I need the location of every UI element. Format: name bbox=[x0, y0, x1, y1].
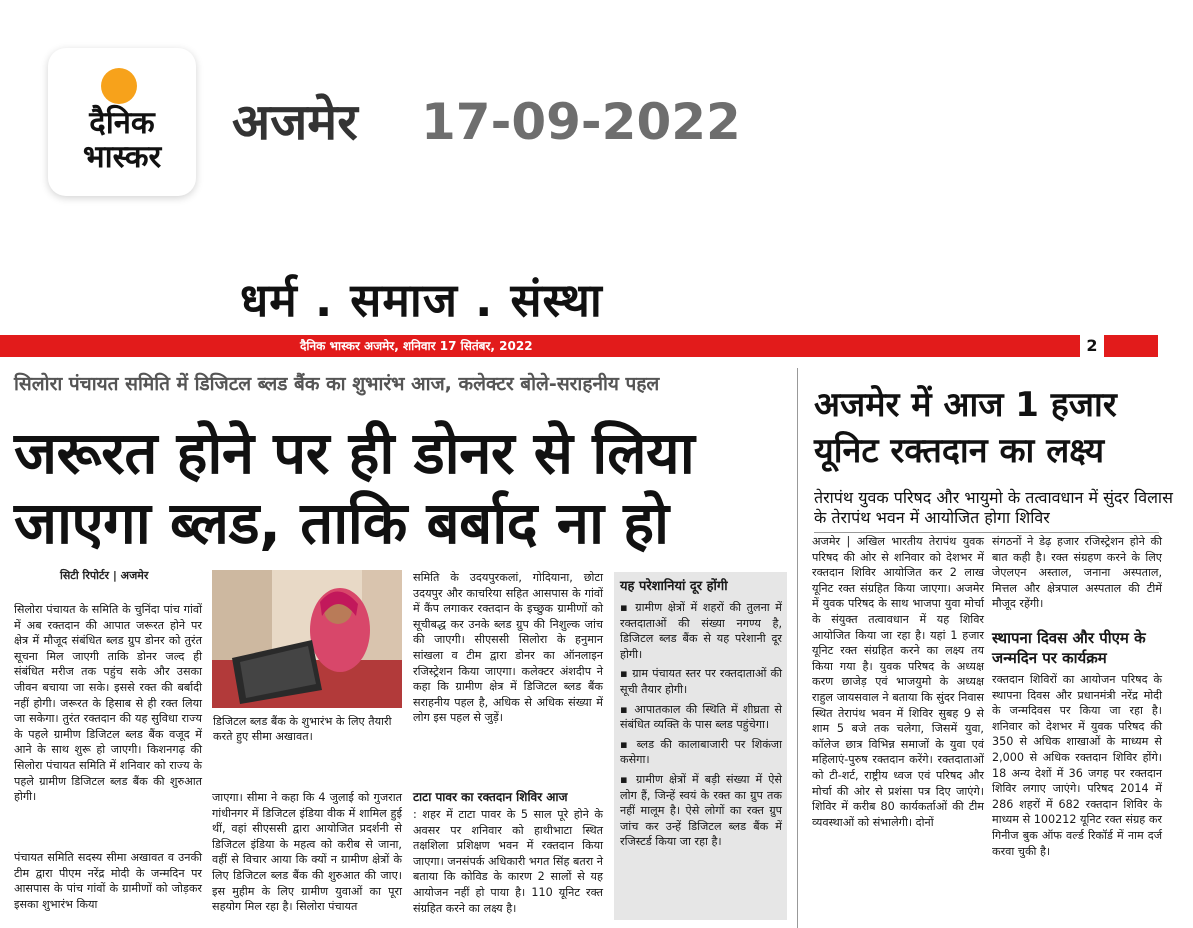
side-story-column-1: अजमेर | अखिल भारतीय तेरापंथ युवक परिषद की ओर से शनिवार को देशभर में रक्तदान शिविर आयोजित कर 2 लाख यूनिट रक्त संग्रहित किया जाएगा। अजमेर में युवक परिषद के साथ भाजपा युवा मोर्चा के संयुक्त तत्वावधान में यह शिविर आयोजित किया जा रहा है। यहां 1 हजार यूनिट रक्त संग्रहित करने का लक्ष्य तय किया गया है। युवक परिषद के अध्यक्ष करण छाजेड़ एवं भाजयुमो के अध्यक्ष राहुल जायसवाल ने बताया कि सुंदर निवास स्थित तेरापंथ भवन में शिविर सुबह 9 से शाम 5 बजे तक चलेगा, जिसमें युवा, कॉलेज छात्र विभिन्न समाजों के युवा एवं महिलाएं-पुरुष रक्तदान करेंगे। रक्तदाताओं को टी-शर्ट, राष्ट्रीय ध्वज एवं परिषद और मोर्चा की ओर से प्रशंसा पत्र दिए जाएंगे। शिविर में करीब 80 कार्यकर्ताओं की टीम व्यवस्थाओं को संभालेगी। दोनों bbox=[812, 535, 984, 829]
page-header-band bbox=[0, 335, 1158, 357]
side-story-column-2: संगठनों ने डेढ़ हजार रजिस्ट्रेशन होने की बात कही है। रक्त संग्रहण करने के लिए जेएलएन अस्ताल, जनाना अस्पताल, मित्तल और क्षेत्रपाल अस्पताल की टीमें मौजूद रहेंगी। bbox=[992, 535, 1162, 611]
page-number: 2 bbox=[1080, 335, 1104, 357]
logo-line-1: दैनिक bbox=[89, 105, 155, 141]
newspaper-logo bbox=[48, 48, 196, 196]
story-column-3-continued: : शहर में टाटा पावर के 5 साल पूरे होने के अवसर पर शनिवार को हाथीभाटा स्थित तक्षशिला प्रशिक्षण भवन में रक्तदान किया जाएगा। जनसंपर्क अधिकारी भगत सिंह बतरा ने बताया कि कोविड के कारण 2 सालों से यह आयोजन नहीं हो पाया है। 110 यूनिट रक्त संग्रहित करने का लक्ष्य है। bbox=[413, 808, 603, 915]
list-item: ▪ ग्राम पंचायत स्तर पर रक्तदाताओं की सूची तैयार होगी। bbox=[620, 667, 782, 696]
list-item: ▪ ग्रामीण क्षेत्रों में बड़ी संख्या में ऐसे लोग हैं, जिन्हें स्वयं के रक्त का ग्रुप तक नहीं मालूम है। ऐसे लोगों का रक्त ग्रुप जांच कर उन्हें डिजिटल ब्लड बैंक में रजिस्टर्ड किया जा रहा है। bbox=[620, 772, 782, 849]
photo-caption: डिजिटल ब्लड बैंक के शुभारंभ के लिए तैयारी करते हुए सीमा अखावत। bbox=[213, 715, 392, 743]
list-item: ▪ आपातकाल की स्थिति में शीघ्रता से संबंधित व्यक्ति के पास ब्लड पहुंचेगा। bbox=[620, 702, 782, 732]
logo-line-2: भास्कर bbox=[82, 139, 162, 175]
byline: सिटी रिपोर्टर | अजमेर bbox=[60, 569, 149, 582]
subheading-tata-power: टाटा पावर का रक्तदान शिविर आज bbox=[413, 790, 568, 804]
story-column-3: समिति के उदयपुरकलां, गोदियाना, छोटा उदयपुर और काचरिया सहित आसपास के गांवों में कैंप लगाकर रक्तदान के इच्छुक ग्रामीणों को सूचीबद्ध कर उनके ब्लड ग्रुप की निशुल्क जांच की जाएगी। सीएससी सिलोरा के हनुमान सांखला व टीम द्वारा डोनर का ऑनलाइन रजिस्ट्रेशन किया जाएगा। कलेक्टर अंशदीप ने कहा कि ग्रामीण क्षेत्र में डिजिटल ब्लड बैंक सराहनीय पहल है, अधिक से अधिक संख्या में लोग इस पहल से जुड़ें। bbox=[413, 571, 603, 725]
sidebar-box-list bbox=[620, 600, 782, 854]
column-divider bbox=[797, 368, 798, 928]
edition-city: अजमेर bbox=[232, 93, 358, 151]
side-story-column-2-continued: रक्तदान शिविरों का आयोजन परिषद के स्थापना दिवस और प्रधानमंत्री नरेंद्र मोदी के जन्मदिवस पर किया जा रहा है। शनिवार को देशभर में युवक परिषद की 350 से अधिक शाखाओं के माध्यम से 2,000 से अधिक रक्तदान शिविर होंगे। 18 अन्य देशों में 36 जगह पर रक्तदान शिविर लगाए जाएंगे। परिषद 2014 में 286 शहरों में 682 रक्तदान शिविर के माध्यम से 100212 यूनिट रक्त संग्रह कर गिनीज बुक ऑफ वर्ल्ड रिकॉर्ड में नाम दर्ज करवा चुकी है। bbox=[992, 673, 1162, 858]
story-kicker: सिलोरा पंचायत समिति में डिजिटल ब्लड बैंक का शुभारंभ आज, कलेक्टर बोले-सराहनीय पहल bbox=[14, 373, 660, 395]
section-title: धर्म . समाज . संस्था bbox=[240, 273, 603, 327]
sun-icon bbox=[101, 68, 137, 104]
news-photo bbox=[212, 570, 402, 708]
side-story-subheading: स्थापना दिवस और पीएम के जन्मदिन पर कार्यक्रम bbox=[992, 629, 1146, 667]
edition-date: 17-09-2022 bbox=[421, 93, 741, 151]
story-column-2: जाएगा। सीमा ने कहा कि 4 जुलाई को गुजरात गांधीनगर में डिजिटल इंडिया वीक में शामिल हुई थीं, वहां सीएससी द्वारा आयोजित प्रदर्शनी से डिजिटल इंडिया के महत्व को करीब से जाना, वहीं से विचार आया कि क्यों न ग्रामीण क्षेत्रों के लिए डिजिटल ब्लड बैंक की शुरुआत की जाए। इस मुहीम के लिए ग्रामीण युवाओं का पूरा सहयोग मिल रहा है। सिलोरा पंचायत bbox=[212, 791, 402, 914]
list-item: ▪ ब्लड की कालाबाजारी पर शिकंजा कसेगा। bbox=[620, 737, 782, 767]
woman-with-laptop-image bbox=[212, 570, 402, 708]
story-headline: जरूरत होने पर ही डोनर से लिया जाएगा ब्लड, ताकि बर्बाद ना हो bbox=[14, 419, 695, 557]
side-story-subhead: तेरापंथ युवक परिषद और भायुमो के तत्वावधान में सुंदर विलास के तेरापंथ भवन में आयोजित होगा शिविर bbox=[814, 488, 1173, 527]
sidebar-box-title: यह परेशानियां दूर होंगी bbox=[620, 579, 728, 594]
story-column-1: सिलोरा पंचायत के समिति के चुनिंदा पांच गांवों में अब रक्तदान की आपात जरूरत होने पर क्षेत्र में मौजूद संबंधित ब्लड ग्रुप डोनर को तुरंत सूचना मिल जाएगी ताकि डोनर जल्द ही संबंधित मरीज तक पहुंच सके और उसका जीवन बचाया जा सके। इससे रक्त की बर्बादी नहीं होगी। जरूरत के हिसाब से ही रक्त लिया जा सकेगा। तुरंत रक्तदान की यह सुविधा राज्य के पहले ग्रामीण डिजिटल ब्लड बैंक वजूद में आने के साथ शुरू हो जाएगी। किशनगढ़ की सिलोरा पंचायत समिति में शनिवार को राज्य के पहले ग्रामीण डिजिटल ब्लड बैंक की शुरुआत होगी। bbox=[14, 603, 202, 804]
list-item: ▪ ग्रामीण क्षेत्रों में शहरों की तुलना में रक्तदाताओं की संख्या नगण्य है, डिजिटल ब्लड बैंक से यह परेशानी दूर होगी। bbox=[620, 601, 782, 661]
page-header-text: दैनिक भास्कर अजमेर, शनिवार 17 सितंबर, 2022 bbox=[300, 339, 533, 353]
side-story-headline: अजमेर में आज 1 हजार यूनिट रक्तदान का लक्ष्य bbox=[814, 385, 1117, 471]
divider bbox=[814, 532, 1159, 533]
story-column-1-continued: पंचायत समिति सदस्य सीमा अखावत व उनकी टीम द्वारा पीएम नरेंद्र मोदी के जन्मदिन पर आसपास के पांच गांवों के ग्रामीणों को जोड़कर इसका शुभारंभ किया bbox=[14, 851, 202, 911]
